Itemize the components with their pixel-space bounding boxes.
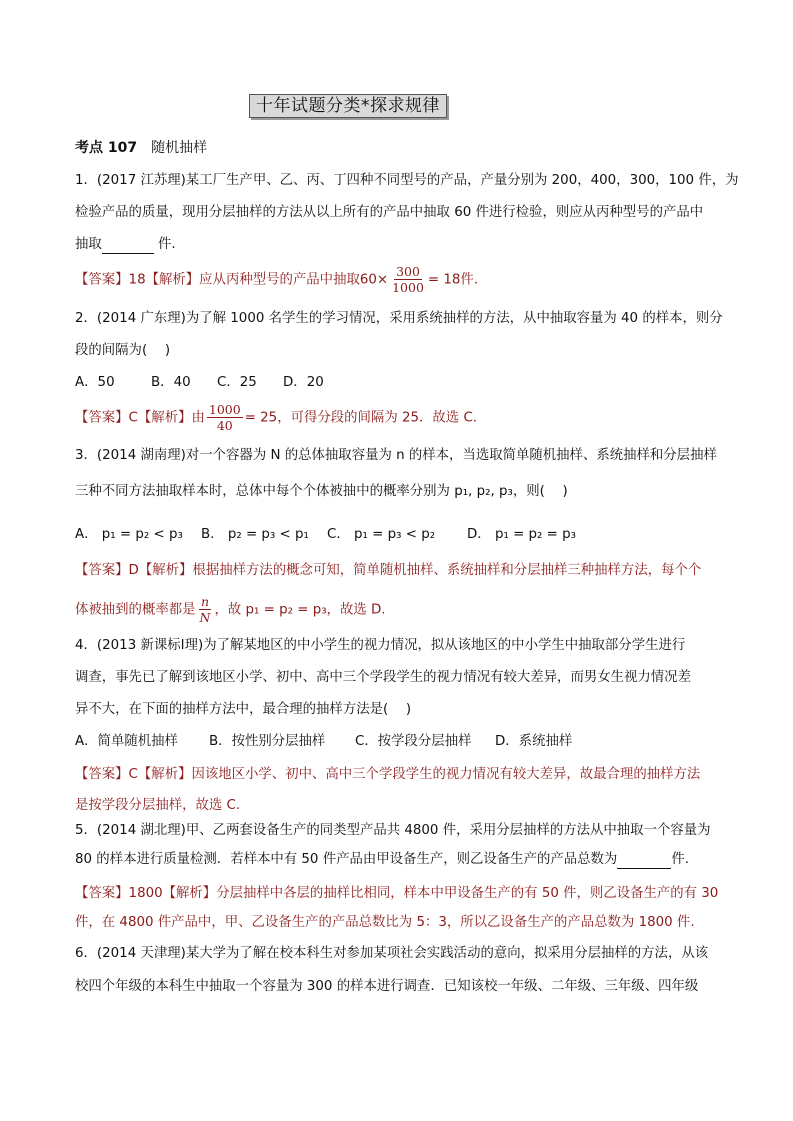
q1-line3-pre: 抽取: [75, 237, 102, 252]
q2-answer: [75, 402, 723, 433]
q1-line1: 1．(2017 江苏理)某工厂生产甲、乙、丙、丁四种不同型号的产品，产量分别为 200，400，300，100 件，为: [75, 173, 739, 188]
q2-option-d: D．20: [283, 375, 324, 390]
q1-answer-fraction: [390, 264, 426, 295]
q6-line1: 6．(2014 天津理)某大学为了解在校本科生对参加某项社会实践活动的意向，拟采用分层抽样的方法，从该: [75, 946, 709, 961]
q5-line2-pre: 80 的样本进行质量检测．若样本中有 50 件产品由甲设备生产，则乙设备生产的产品总数为: [75, 852, 618, 867]
q4-option-a: A．简单随机抽样: [75, 734, 178, 749]
q3-answer-fraction: [198, 594, 213, 625]
q2-line1: 2．(2014 广东理)为了解 1000 名学生的学习情况，采用系统抽样的方法，从中抽取容量为 40 的样本，则分: [75, 311, 723, 326]
q4-answer-line1: 【答案】C【解析】因该地区小学、初中、高中三个学段学生的视力情况有较大差异，故最合理的抽样方法: [75, 767, 701, 782]
q3-option-d: D． p₁ = p₂ = p₃: [467, 527, 577, 542]
q4-line3: 异不大，在下面的抽样方法中，最合理的抽样方法是( ): [75, 702, 412, 717]
q3-answer-post: ，故 p₁ = p₂ = p₃，故选 D.: [214, 602, 386, 618]
q3-option-c: C． p₁ = p₃ < p₂: [327, 527, 436, 542]
q1-fraction-den: 1000: [392, 280, 424, 295]
q2-fraction-num: 1000: [208, 402, 241, 417]
q3-answer-line1: 【答案】D【解析】根据抽样方法的概念可知，简单随机抽样、系统抽样和分层抽样三种抽样方法，每个个: [75, 563, 702, 578]
q1-line3-post: 件.: [153, 237, 176, 252]
q1-fraction-num: 300: [396, 264, 420, 279]
q4-options: [75, 733, 723, 750]
q4-answer-line2: 是按学段分层抽样，故选 C.: [75, 798, 241, 813]
q2-fraction-den: 40: [216, 418, 233, 433]
q5-answer-line2: 件，在 4800 件产品中，甲、乙设备生产的产品总数比为 5：3，所以乙设备生产的产品总数为 1800 件.: [75, 915, 695, 930]
q1-answer-blank: [102, 236, 154, 254]
q5-line1: 5．(2014 湖北理)甲、乙两套设备生产的同类型产品共 4800 件，采用分层抽样的方法从中抽取一个容量为: [75, 823, 711, 838]
q4-option-b: B．按性别分层抽样: [209, 734, 326, 749]
q6-line2: 校四个年级的本科生中抽取一个容量为 300 的样本进行调查．已知该校一年级、二年级、三年级、四年级: [75, 979, 699, 994]
section-name: 随机抽样: [151, 140, 208, 156]
q5-line2-post: 件.: [671, 852, 689, 867]
q4-line2: 调查，事先已了解到该地区小学、初中、高中三个学段学生的视力情况有较大差异，而男女生视力情况差: [75, 670, 691, 685]
q2-answer-post: = 25，可得分段的间隔为 25．故选 C.: [244, 410, 478, 426]
q2-option-c: C．25: [217, 375, 257, 390]
section-label: 考点 107: [75, 140, 138, 156]
q5-answer-blank: [617, 851, 671, 869]
q1-answer: [75, 264, 723, 295]
q2-line2: 段的间隔为( ): [75, 343, 171, 358]
q3-fraction-den: N: [199, 610, 211, 625]
q2-option-b: B．40: [151, 375, 191, 390]
q2-option-a: A．50: [75, 375, 115, 390]
q1-answer-pre: 【答案】18【解析】应从丙种型号的产品中抽取60×: [75, 272, 389, 288]
q2-options: [75, 374, 723, 391]
q4-option-d: D．系统抽样: [495, 734, 573, 749]
q3-line2: 三种不同方法抽取样本时，总体中每个个体被抽中的概率分别为 p₁, p₂, p₃，则( ): [75, 484, 568, 499]
q2-answer-fraction: [207, 402, 243, 433]
q4-option-c: C．按学段分层抽样: [355, 734, 472, 749]
q3-answer-pre: 体被抽到的概率都是: [75, 602, 196, 618]
q2-answer-pre: 【答案】C【解析】由: [75, 410, 205, 426]
q3-answer-line2: [75, 594, 723, 625]
q1-line3: [75, 236, 723, 254]
q1-answer-post: = 18件.: [427, 272, 479, 288]
q1-line2: 检验产品的质量，现用分层抽样的方法从以上所有的产品中抽取 60 件进行检验，则应从丙种型号的产品中: [75, 205, 704, 220]
q3-line1: 3．(2014 湖南理)对一个容器为 N 的总体抽取容量为 n 的样本，当选取简单随机抽样、系统抽样和分层抽样: [75, 448, 717, 463]
document-title: 十年试题分类*探求规律: [249, 94, 447, 118]
q5-answer-line1: 【答案】1800【解析】分层抽样中各层的抽样比相同，样本中甲设备生产的有 50 件，则乙设备生产的有 30: [75, 886, 719, 901]
q3-fraction-num: n: [200, 594, 210, 609]
section-heading: [75, 137, 207, 157]
q3-option-b: B． p₂ = p₃ < p₁: [201, 527, 309, 542]
q3-option-a: A． p₁ = p₂ < p₃: [75, 527, 183, 542]
q3-options: [75, 526, 723, 543]
q4-line1: 4．(2013 新课标Ⅰ理)为了解某地区的中小学生的视力情况，拟从该地区的中小学生中抽取部分学生进行: [75, 638, 686, 653]
q5-line2: [75, 851, 723, 869]
